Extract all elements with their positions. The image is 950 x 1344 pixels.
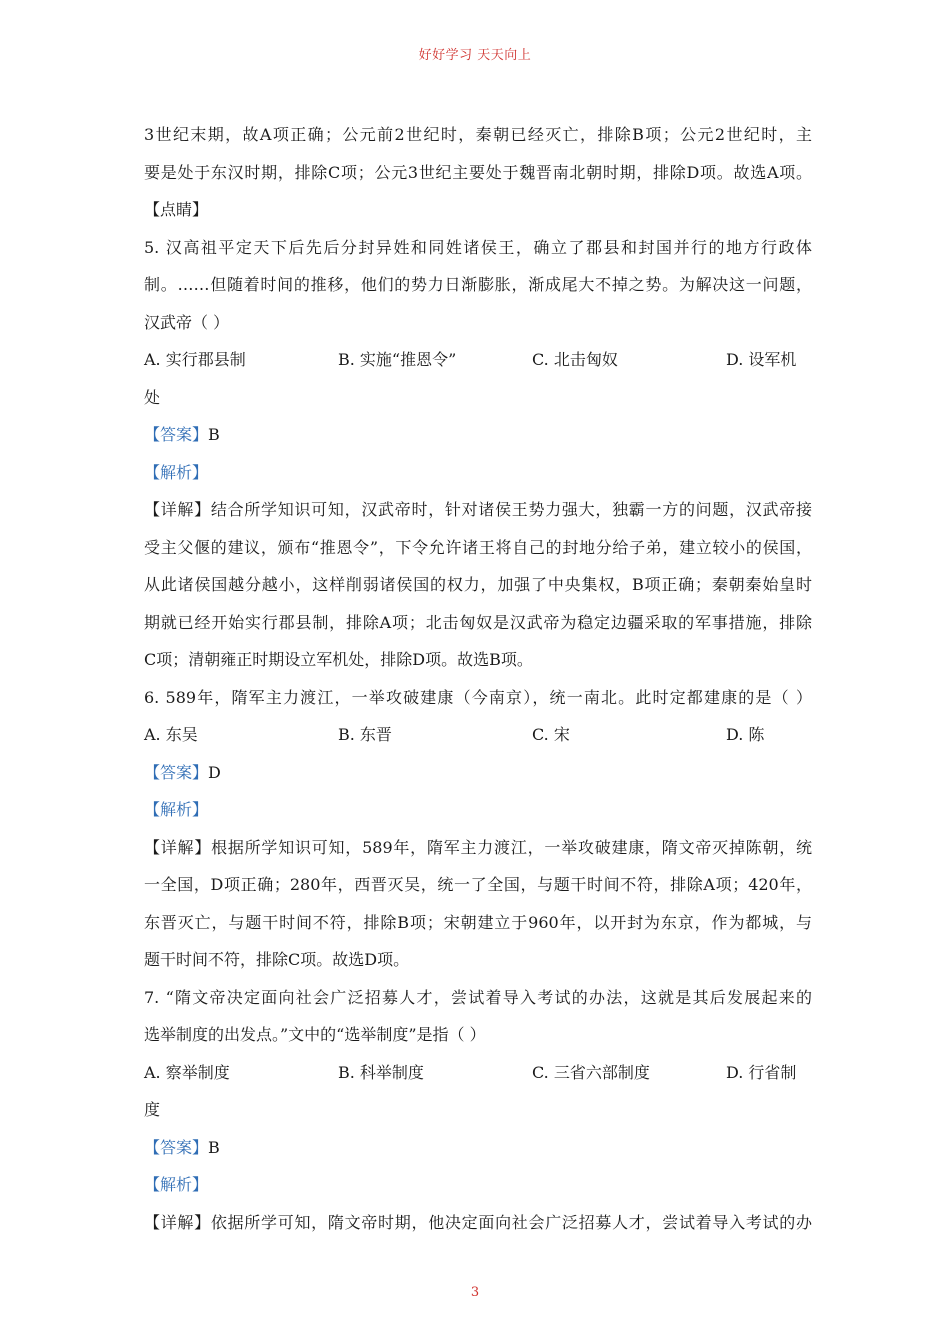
prev-explanation-line: 要是处于东汉时期，排除C项；公元3世纪主要处于魏晋南北朝时期，排除D项。故选A项。 (144, 162, 812, 182)
q7-answer (144, 1134, 812, 1172)
q7-option-b: B. 科举制度 (338, 1062, 424, 1082)
q6-analysis-heading: 【解析】 (144, 800, 209, 819)
q7-option-d: D. 行省制 (726, 1062, 797, 1082)
q7-option-a: A. 察举制度 (144, 1062, 230, 1082)
q5-answer (144, 421, 812, 459)
q5-stem-line: 5. 汉高祖平定天下后先后分封异姓和同姓诸侯王，确立了郡县和封国并行的地方行政体 (144, 237, 812, 257)
answer-tag: 【答案】 (144, 425, 209, 444)
answer-value: B (208, 425, 220, 444)
q5-option-b: B. 实施“推恩令” (338, 350, 457, 369)
q6-detail-line: 东晋灭亡，与题干时间不符，排除B项；宋朝建立于960年，以开封为东京，作为都城，与 (144, 912, 812, 932)
q7-option-d-wrap: 度 (144, 1100, 161, 1119)
q7-options (144, 1059, 812, 1097)
q5-analysis-heading: 【解析】 (144, 462, 209, 482)
q6-option-b: B. 东晋 (338, 725, 392, 744)
q6-detail-line: 题干时间不符，排除C项。故选D项。 (144, 950, 410, 969)
q5-stem-line: 制。……但随着时间的推移，他们的势力日渐膨胀，渐成尾大不掉之势。为解决这一问题， (144, 275, 812, 294)
q7-stem-line: 选举制度的出发点。”文中的“选举制度”是指（ ） (144, 1025, 486, 1044)
q5-stem-line: 汉武帝（ ） (144, 312, 230, 332)
detail-text: 依据所学可知，隋文帝时期，他决定面向社会广泛招募人才，尝试着导入考试的办 (210, 1212, 812, 1232)
q5-detail-line: 从此诸侯国越分越小，这样削弱诸侯国的权力，加强了中央集权，B项正确；秦朝秦始皇时 (144, 575, 812, 594)
q6-option-c: C. 宋 (532, 725, 570, 744)
page-number: 3 (470, 1285, 480, 1300)
q6-detail-line: 一全国，D项正确；280年，西晋灭吴，统一了全国，与题干时间不符，排除A项；420年， (144, 875, 812, 894)
q7-detail-line (144, 1209, 812, 1247)
q5-detail-line: 受主父偃的建议，颁布“推恩令”，下令允许诸王将自己的封地分给子弟，建立较小的侯国， (144, 537, 812, 557)
q6-option-a: A. 东吴 (144, 725, 198, 744)
answer-tag: 【答案】 (144, 762, 209, 782)
q5-option-a: A. 实行郡县制 (144, 350, 246, 369)
dianjing-heading: 【点睛】 (144, 200, 209, 219)
q6-options (144, 721, 812, 759)
document-body (144, 121, 812, 1246)
q5-option-d: D. 设军机 (726, 350, 797, 369)
prev-explanation-line: 3世纪末期，故A项正确；公元前2世纪时，秦朝已经灭亡，排除B项；公元2世纪时，主 (144, 125, 812, 144)
q5-detail-line (144, 496, 812, 534)
q5-option-c: C. 北击匈奴 (532, 350, 618, 369)
answer-tag: 【答案】 (144, 1137, 209, 1157)
answer-value: B (208, 1137, 220, 1157)
answer-value: D (208, 762, 221, 782)
q7-stem-line: 7. “隋文帝决定面向社会广泛招募人才，尝试着导入考试的办法，这就是其后发展起来的 (144, 987, 812, 1007)
detail-tag: 【详解】 (144, 1212, 211, 1232)
q6-option-d: D. 陈 (726, 725, 765, 744)
detail-tag: 【详解】 (144, 837, 212, 857)
detail-text: 根据所学知识可知，589年，隋军主力渡江，一举攻破建康，隋文帝灭掉陈朝，统 (211, 837, 812, 857)
q5-option-d-wrap: 处 (144, 387, 161, 407)
page-header-motto: 好好学习 天天向上 (418, 48, 532, 63)
q5-detail-line: C项；清朝雍正时期设立军机处，排除D项。故选B项。 (144, 650, 533, 669)
q6-stem-line: 6. 589年，隋军主力渡江，一举攻破建康（今南京），统一南北。此时定都建康的是（ ） (144, 687, 812, 707)
q5-options (144, 346, 812, 384)
detail-text: 结合所学知识可知，汉武帝时，针对诸侯王势力强大，独霸一方的问题，汉武帝接 (210, 500, 812, 519)
q7-analysis-heading: 【解析】 (144, 1175, 209, 1194)
q6-detail-line (144, 834, 812, 872)
q7-option-c: C. 三省六部制度 (532, 1062, 650, 1082)
detail-tag: 【详解】 (144, 500, 211, 519)
q5-detail-line: 期就已经开始实行郡县制，排除A项；北击匈奴是汉武帝为稳定边疆采取的军事措施，排除 (144, 612, 812, 632)
q6-answer (144, 759, 812, 797)
